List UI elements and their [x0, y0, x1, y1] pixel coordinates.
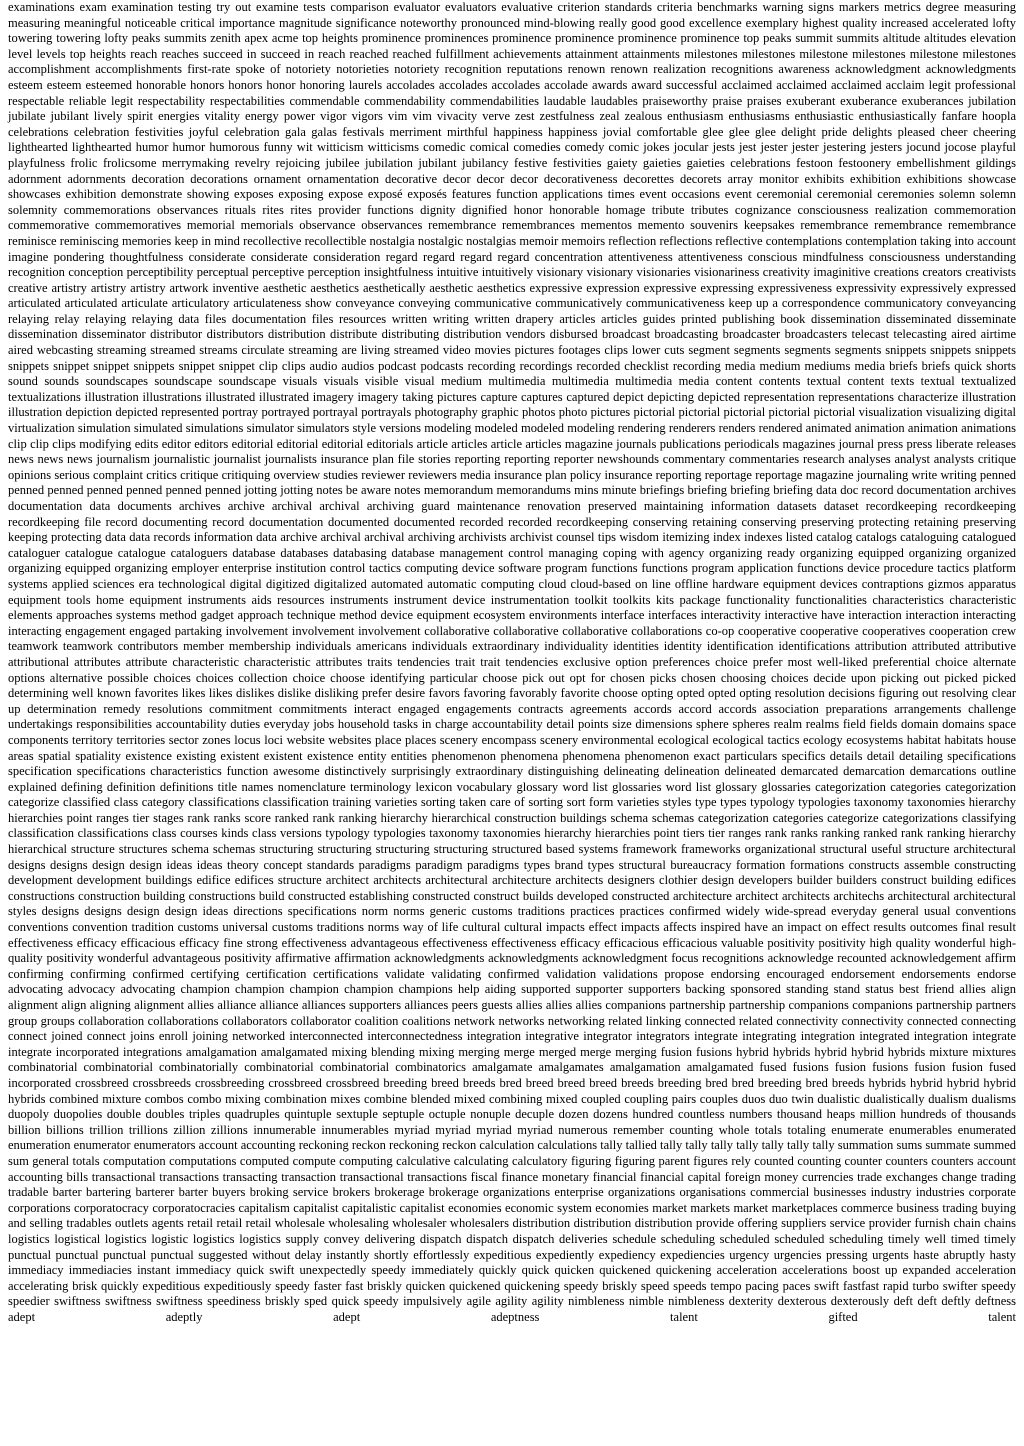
- word-list-paragraph: examinations exam examination testing try out examine tests comparison evaluator evaluators evaluative criterion standards criteria benchmarks warning signs markers metrics degree measuring measuring meaningful noticeable critical importance magnitude significance noteworthy pronounced mind-blowing really good good excellence exemplary highest quality increased accelerated lofty towering towering lofty peaks summits zenith apex acme top heights prominence prominences prominence prominence prominence prominence top peaks summit summits altitude altitudes elevation level levels top heights reach reaches succeed in succeed in reach reached reached fulfillment achievements attainment attainments milestones milestones milestone milestones milestone milestones accomplishment accomplishments first-rate spoke of notoriety notorieties notoriety recognition reputations renown renown realization recognitions awareness acknowledgment acknowledgments esteem esteem esteemed honorable honors honors honor honoring laurels accolades accolades accolades accolade awards award successful acclaimed acclaimed acclaimed acclaim legit professional respectable reliable legit respectability respectabilities commendable commendability commendabilities laudable laudables praiseworthy praise praises exuberant exuberance exuberances jubilation jubilate jubilant lively spirit energies vitality energy power vigor vigors vim vim vivacity verve zest zestfulness zeal zealous enthusiasm enthusiasms enthusiastic enthusiastically fanfare hoopla celebrations celebration festivities joyful celebration gala galas festivals merriment mirthful happiness happiness jovial comfortable glee glee glee delight pride delights pleased cheer cheering lighthearted lighthearted humor humor humorous funny wit witticism witticisms comedic comical comedies comedy comic jokes jocular jests jest jester jester jestering jesters jocund jocose playful playfulness frolic frolicsome merrymaking revelry rejoicing jubilee jubilation jubilant jubilancy festive festivities gaiety gaieties gaieties celebrations festoon festoonery embellishment gildings adornment adornments decoration decorations ornament ornamentation decorative decor decor decor decorativeness decorettes decorets array monitor exhibits exhibition exhibitions showcase showcases exhibition demonstrate showing exposes exposing expose exposé exposés features function applications times event occasions event ceremonial ceremonial ceremonies solemn solemn solemnity commemorations observances rituals rites rites provider functions dignity dignified honor honorable homage tribute tributes cognizance consciousness realization commemoration commemorative commemoratives memorial memorials observance observances remembrance remembrances mementos memento souvenirs keepsakes remembrance remembrance remembrance reminisce reminiscing memories keep in mind recollective recollectible nostalgia nostalgic nostalgias memoir memoirs reflection reflections reflective contemplations contemplation taking into account imagine pondering thoughtfulness considerate considerate consideration regard regard regard regard concentration attentiveness attentiveness conscious mindfulness consciousness understanding recognition conception perceptibility perceptual perceptive perception insightfulness intuitive intuitively visionary visionary visionaries visionariness creativity imaginitive creations creators creativists creative artistry artistry artistry artwork inventive aesthetic aesthetics aesthetically aesthetic aesthetics expressive expression expressive expressing expressiveness expressivity expressively expressed articulated articulated articulate articulatory articulateness show conveyance conveying communicative communicatively communicativeness keep up a correspondence communicatory conveyancing relaying relay relaying relaying data files documentation files resources written writing written drapery articles articles guides printed publishing book dissemination disseminated disseminate dissemination disseminator distributor distributors distribution distribute distributing distribution vendors disbursed broadcast broadcasting broadcaster broadcasters telecast telecasting aired airtime aired webcasting streaming streamed streams circulate streaming are living streamed video movies pictures footages clips lower cuts segment segments segments segments snippets snippets snippets snippets snippet snippet snippets snippet snippet clip clips audio audios podcast podcasts recording recordings recorded checklist recording media medium mediums media briefs briefs quick shorts sound sounds soundscapes soundscape soundscape visuals visuals visible visual medium multimedia multimedia multimedia media content contents textual content texts textual textualized textualizations illustration illustrations illustrated illustrated imagery imagery taking pictures capture captures captured depict depicting depicted representation representations characterize illustration illustration depiction depicted represented portray portrayed portrayal portrayals photography graphic photos photo pictures pictorial pictorial pictorial pictorial pictorial visualization visualizing digital virtualization simulation simulated simulations simulator simulators style versions modeling modeled modeled modeling rendering renderers renders rendered animated animation animation animations clip clip clips modifying edits editor editors editorial editorial editorial editorials article articles article articles magazine journals publications periodicals magazines journal press press liberate releases news news news journalism journalistic journalist journalists insurance plan file stories reporting reporting reporter newshounds commentary commentaries research analyses analyst analysts critique opinions serious complaint critics critique critiquing overview studies reviewer reviewers media insurance plan policy insurance reporting reportage reportage magazine journaling write writing penned penned penned penned penned penned penned jotting jotting notes be aware notes memorandum memorandums mins minute briefings briefing briefing briefing data doc record documentation archives documentation data documents archives archive archival archival archiving guard maintenance renovation preserved maintaining information datasets dataset recordkeeping recordkeeping recordkeeping file record documenting record documentation documented documented recorded recorded recordkeeping conserving retaining conserving preserving protecting retaining preserving keeping protecting data data records information data archive archival archival archiving archivists archivist counsel tips wisdom itemizing index indexes listed catalog catalogs cataloguing catalogued cataloguer catalogue catalogue cataloguers database databases databasing database management control managing coping with agency organizing ready organizing equipped organizing organized organizing equipped organizing employer enterprise institution control tactics computing device software program functions functions program application functions device procedure tactics platform systems applied sciences era technological digital digitized digitalized automated automatic computing cloud cloud-based on line offline hardware equipment devices contraptions gizmos apparatus equipment tools home equipment instruments aids resources instruments instrument device instrumentation toolkit toolkits kits package functionality functionalities characteristics characteristic elements approaches systems method gadget approach technique method device equipment ecosystem environments interface interfaces interactivity interactive have interaction interaction interacting interacting engagement engaged partaking involvement involvement involvement collaborative collaborative collaborative collaborations co-op cooperative cooperative cooperatives cooperation crew teamwork teamwork contributors member membership individuals americans individuals extraordinary individuality identities identity identification identifications attribution attributed attributive attributional attributes attribute characteristic characteristic attributes traits tendencies trait trait tendencies exclusive option preferences choice prefer most well-liked preferential choice alternate options alternative possible choices choices collection choice choose identifying particular choose pick out opt for chosen picks chosen choosing choices decide upon picking out picked picked determining well known favorites likes likes dislikes dislike disliking prefer desire favors favoring favorably favorite choose opting opted opted opting resolution decisions figuring out resolving clear up determination remedy resolutions commitment commitments interact engaged engagements contracts agreements accords accord accords association preparations arrangements challenge undertakings responsibilities accountability duties everyday jobs household tasks in charge accountability detail points size dimensions sphere spheres realm realms field fields domain domains space components territory territories sector zones locus loci website websites place places scenery encompass scenery environmental ecological ecological tactics ecology ecosystems habitat habitats house areas spatial spatiality existence existing existent existent existence entity entities phenomenon phenomena phenomena phenomenon exact particulars specifics details detail detailing specifications specification specifications characteristics function awesome distinctively surprisingly extraordinary distinguishing delineating delineation delineated demarcated demarcation demarcations outline explained defining definition definitions title names nomenclature terminology lexicon vocabulary glossary word list glossaries word list glossary glossaries categorization categories categorization categorize classified class category classifications classification training varieties sorting taken care of sorting sort form varieties styles type types typology typologies taxonomy taxonomies hierarchy hierarchies point ranges tier stages rank ranks score ranked rank ranking hierarchy hierarchical construction buildings schema schemas categorization categories categorize categorizations classifying classification classifications class courses kinds class versions typology typologies taxonomy taxonomies hierarchy hierarchies point tiers tier ranges rank ranks ranking ranked rank ranking hierarchy hierarchical structure structures schema schemas structuring structuring structuring structuring structured based systems framework frameworks organizational structural useful structure architectural designs designs design design ideas ideas theory concept standards paradigms paradigm paradigms types brand types structural bureaucracy formation formations constructs assemble constructing development development buildings edifice edifices structure architect architects architectural architecture architects designers clothier design developers builder builders construct building edifices constructions construction building constructions build constructed establishing constructed construct builds developed constructed architecture architect architects architechs architectural architectural styles designs designs design design ideas directions specifications norm norms generic customs traditions practices practices confirmed widely wide-spread everyday general usual conventions conventions convention tradition customs universal customs traditions norms way of life cultural cultural impacts effect impacts affects inspired have an impact on effect results outcomes final result effectiveness efficacy efficacious efficacy fine strong effectiveness advantageous effectiveness effectiveness efficacy efficacious efficacious valuable positivity positivity high quality wonderful high-quality positivity wonderful advantageous positivity affirmative affirmation acknowledgments acknowledgments acknowledgment focus recognitions acknowledge recounted acknowledgement affirm confirming confirming confirmed certifying certification certifications validate validating confirmed validation validations propose endorsing encouraged endorsement endorsements endorse advocating advocacy advocating champion champion champion champion champions help aiding supported supporter supporters backing sponsored standing stand status best friend allies align alignment align aligning alignment allies alliance alliance alliances supporters alliances peers guests allies allies allies companions partnership partnership companions companions partnership partners group groups collaboration collaborations collaborators collaborator coalition coalitions network networks networking related linking connected related connectivity connectivity connected connecting connect joined connect joins enroll joining networked interconnected interconnectedness integration integrative integrator integrators integrate integrating integration integrated integration integrate integrate incorporated integrations amalgamation amalgamated mixing blending mixing merging merge merged merge merging fusion fusions hybrid hybrids hybrid hybrid hybrids mixture mixtures combinatorial combinatorial combinatorially combinatorial combinatorial combinatorics amalgamate amalgamates amalgamation amalgamated fused fusions fusion fusions fusion fusion fused incorporated crossbreed crossbreeds crossbreeding crossbreed crossbreed breeding breed breeds bred breed breed breed breeds breeding bred bred breeding bred breeds hybrids hybrid hybrid hybrid hybrids combined mixture combos combo mixing combination mixes combine blended mixed combining mixed coupled coupling pairs couples duos duo twin dualistic dualistically dualism dualisms duopoly duopolies double doubles triples quadruples quintuple sextuple septuple octuple nonuple decuple dozen dozens hundred countless numbers thousand heaps million hundreds of thousands billion billions trillion trillions zillion zillions innumerable innumerables myriad myriad myriad myriad numerous remember counting whole totals totaling enumerate enumerables enumerated enumeration enumerator enumerators account accounting reckoning reckon reckoning reckon calculation calculations tally tallied tally tally tally tally tally tally tally summation sums summate summed sum general totals computation computations computed compute computing calculative calculating calculatory figuring figuring parent figures rely counted counting counter counters counters account accounting bills transactional transactions transacting transaction transactional transactions fiscal finance monetary financial financial capital foreign money currencies trade exchanges change trading tradable barter bartering barterer barter buyers broking service brokers brokerage brokerage organizations enterprise organizations organisations commercial businesses industry industries corporate corporations corporatocracy corporatocracies capitalism capitalist capitalistic capitalist economies economic system economies market markets market marketplaces commerce business trading buying and selling tradables outlets agents retail retail retail wholesale wholesaling wholesaler wholesalers distribution distribution distribution provide offering suppliers service provider furnish chain chains logistics logistical logistics logistic logistics logistics supply convey delivering dispatch dispatch dispatch deliveries schedule scheduling scheduled scheduled scheduling timely well timed timely punctual punctual punctual punctual suggested without delay instantly shortly effortlessly expeditious expediently expediency expediencies urgency urgencies pressing urgents haste abruptly hasty immediacy immediacies instant immediacy quick swift unexpectedly speedy immediately quickly quick quicken quickened quickening acceleration accelerations boost up expanded acceleration accelerating brisk quickly expeditious expeditiously speedy faster fast briskly quicken quickened quickening speedy briskly speed speeds tempo pacing paces swift fastfast rapid turbo swifter speedy speedier swiftness swiftness swiftness speediness briskly sped quick speedy impulsively agile agility agility nimbleness nimble nimbleness dexterity dexterous dexterously deft deft deftly deftness adept adeptly adept adeptness talent gifted talent: [8, 0, 1016, 1324]
